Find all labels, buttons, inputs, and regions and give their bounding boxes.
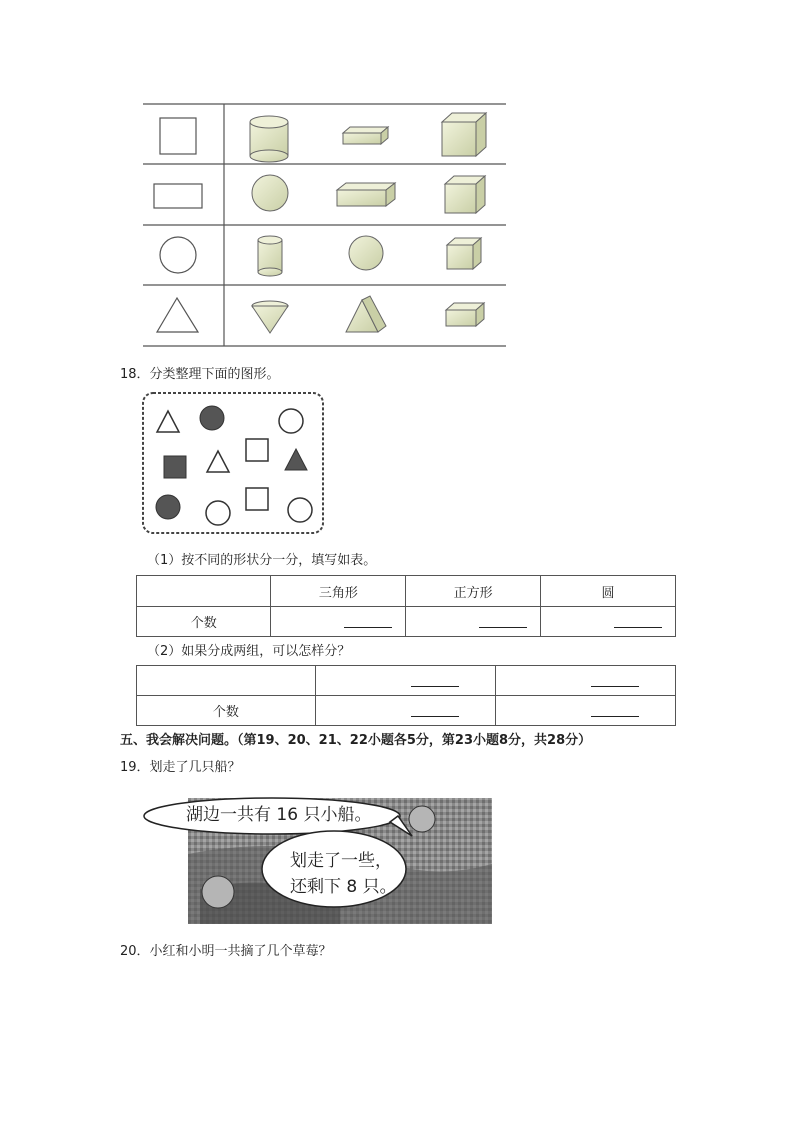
boats-illustration <box>140 794 494 924</box>
bubble-text: 划走了一些， <box>290 851 392 871</box>
table-header-circle: 圆 <box>541 576 676 607</box>
table-row-label: 个数 <box>137 696 316 726</box>
answer-blank[interactable] <box>541 607 676 637</box>
answer-blank[interactable] <box>495 696 675 726</box>
q20-title: 20．小红和小明一共摘了几个草莓？ <box>120 944 332 959</box>
shapes-matching-figure <box>140 100 510 350</box>
bubble-text: 湖边一共有 16 只小船。 <box>186 805 372 825</box>
answer-blank[interactable] <box>315 696 495 726</box>
table-header-empty <box>137 666 316 696</box>
sphere-shape <box>252 175 288 211</box>
circle-shape <box>160 237 196 273</box>
cube-shape <box>447 238 481 269</box>
cube-shape <box>445 176 485 213</box>
cylinder-shape <box>250 116 288 162</box>
child-figure <box>409 806 435 832</box>
table-header-empty <box>137 576 271 607</box>
cone-shape <box>252 301 288 333</box>
rectangle-shape <box>154 184 202 208</box>
two-group-table <box>136 665 676 726</box>
cube-shape <box>442 113 486 156</box>
square-shape <box>160 118 196 154</box>
table-header-square: 正方形 <box>406 576 541 607</box>
group-name-blank[interactable] <box>495 666 675 696</box>
answer-blank[interactable] <box>271 607 406 637</box>
cylinder-shape <box>258 236 282 276</box>
q18-part1: （1）按不同的形状分一分，填写如表。 <box>147 553 377 568</box>
table-row-label: 个数 <box>137 607 271 637</box>
table-header-triangle: 三角形 <box>271 576 406 607</box>
long-cuboid-shape <box>337 183 395 206</box>
child-figure <box>202 876 234 908</box>
triangle-shape <box>157 298 198 332</box>
q19-title: 19．划走了几只船？ <box>120 760 241 775</box>
q18-title: 18．分类整理下面的图形。 <box>120 367 280 382</box>
bubble-text: 还剩下 8 只。 <box>290 877 397 897</box>
sphere-shape <box>349 236 383 270</box>
cuboid-shape <box>446 303 484 326</box>
cuboid-shape <box>343 127 388 144</box>
group-name-blank[interactable] <box>315 666 495 696</box>
shape-count-table <box>136 575 676 637</box>
shapes-sorting-box <box>140 390 326 536</box>
answer-blank[interactable] <box>406 607 541 637</box>
triangular-prism-shape <box>346 296 386 332</box>
q18-part2: （2）如果分成两组，可以怎样分？ <box>147 644 351 659</box>
section-title: 五、我会解决问题。（第19、20、21、22小题各5分，第23小题8分，共28分） <box>120 733 592 748</box>
